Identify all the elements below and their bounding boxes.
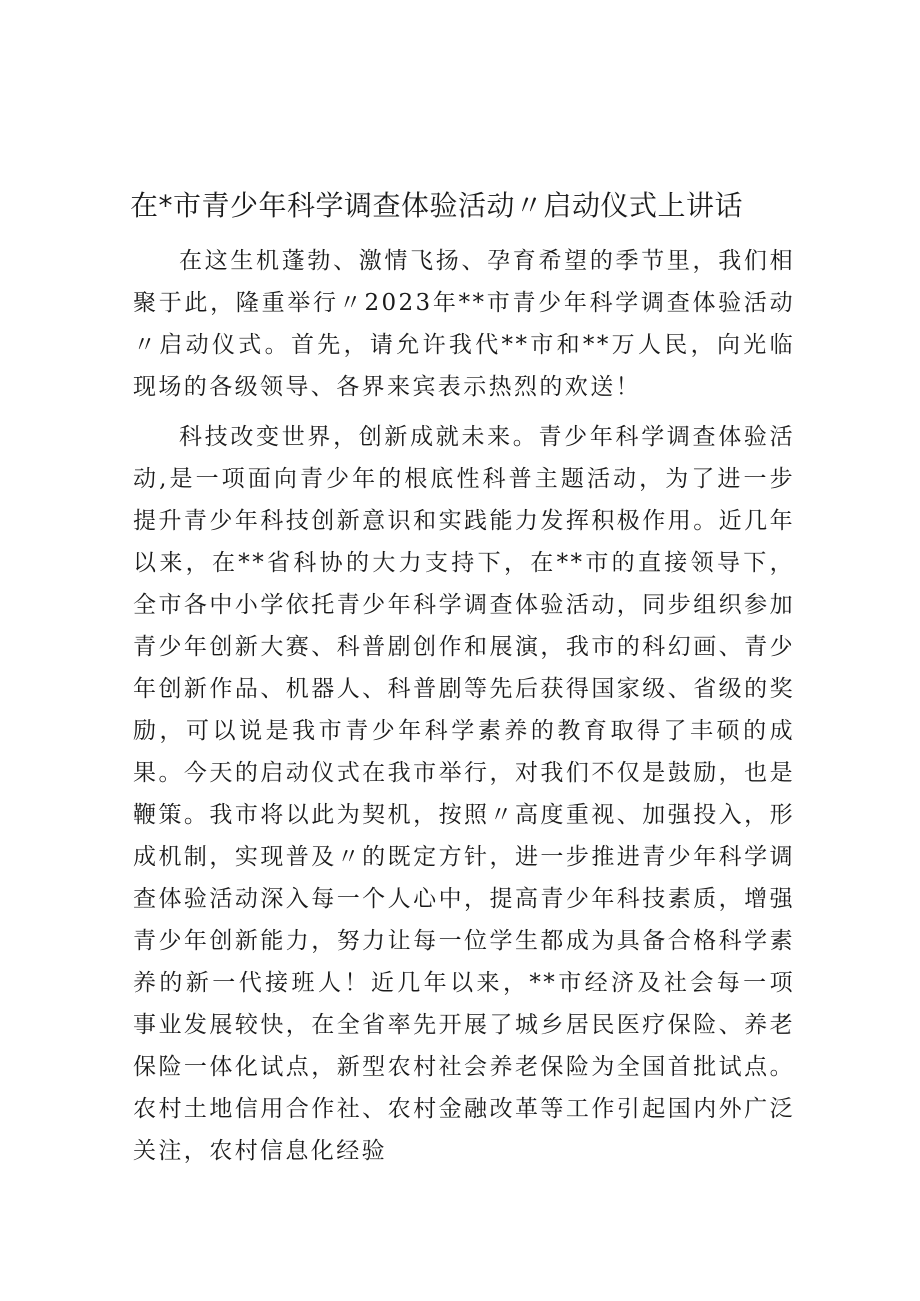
paragraph-opening: 在这生机蓬勃、激情飞扬、孕育希望的季节里，我们相聚于此，隆重举行〃2023年**市青少年科学调查体验活动〃启动仪式。首先，请允许我代**市和**万人民，向光临现场的各级领导、各界来宾表示热烈的欢送！ <box>133 248 795 400</box>
document-title: 在*市青少年科学调查体验活动〃启动仪式上讲话 <box>130 189 744 222</box>
paragraph-body: 科技改变世界，创新成就未来。青少年科学调查体验活动,是一项面向青少年的根底性科普主题活动，为了进一步提升青少年科技创新意识和实践能力发挥积极作用。近几年以来，在**省科协的大力支持下，在**市的直接领导下，全市各中小学依托青少年科学调查体验活动，同步组织参加青少年创新大赛、科普剧创作和展演，我市的科幻画、青少年创新作品、机器人、科普剧等先后获得国家级、省级的奖励，可以说是我市青少年科学素养的教育取得了丰硕的成果。今天的启动仪式在我市举行，对我们不仅是鼓励，也是鞭策。我市将以此为契机，按照〃高度重视、加强投入，形成机制，实现普及〃的既定方针，进一步推进青少年科学调查体验活动深入每一个人心中，提高青少年科技素质，增强青少年创新能力，努力让每一位学生都成为具备合格科学素养的新一代接班人！近几年以来，**市经济及社会每一项事业发展较快，在全省率先开展了城乡居民医疗保险、养老保险一体化试点，新型农村社会养老保险为全国首批试点。农村土地信用合作社、农村金融改革等工作引起国内外广泛关注，农村信息化经验 <box>133 424 795 1164</box>
